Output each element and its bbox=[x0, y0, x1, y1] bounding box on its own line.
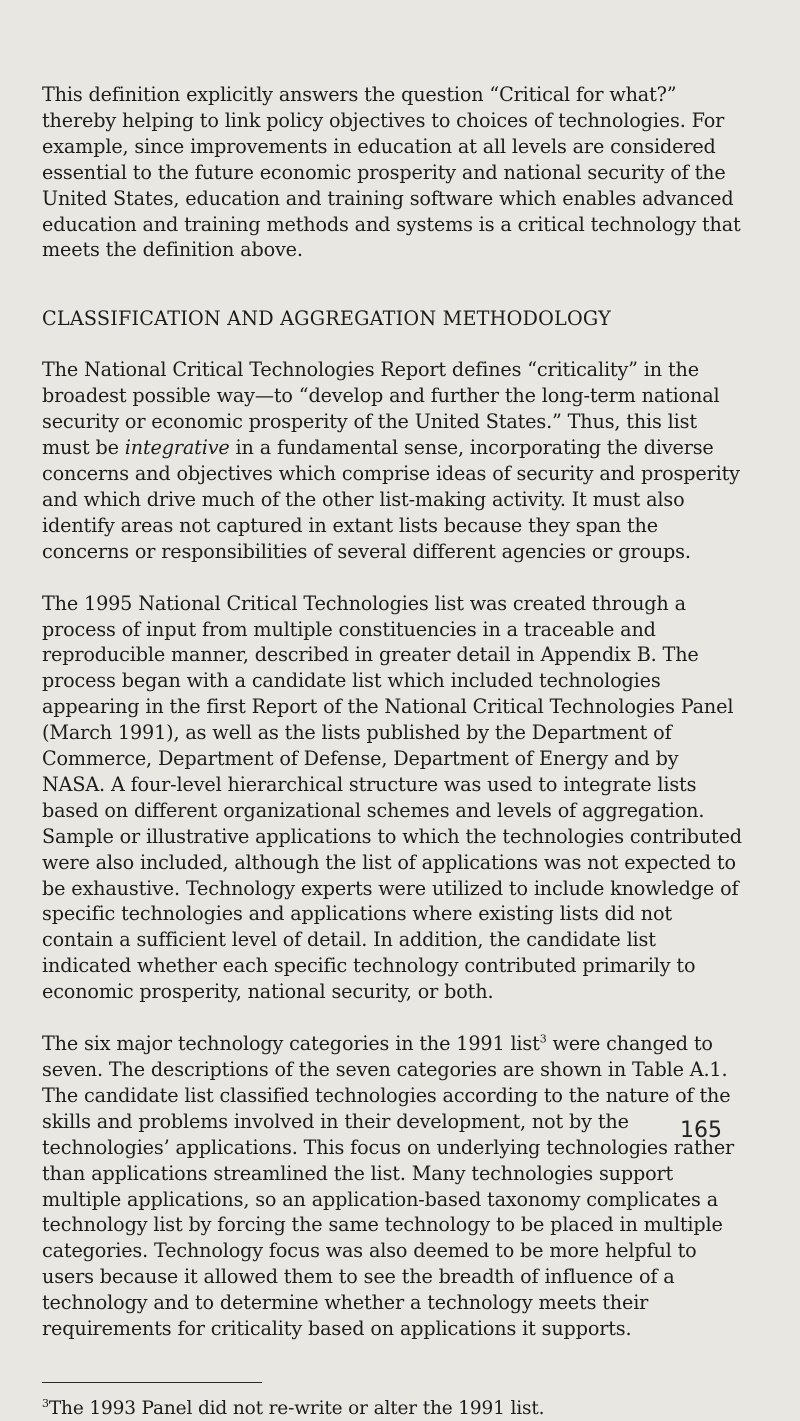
emphasis-integrative: integrative bbox=[124, 436, 230, 460]
document-page bbox=[42, 82, 742, 1421]
paragraph-criticality-text-1: The National Critical Technologies Report defines “criticality” in the broadest possible way—to “develop and further the long-term national security or economic prosperity of the United States.” Thus, this list must be bbox=[42, 358, 720, 460]
paragraph-categories-text-1: The six major technology categories in the 1991 list bbox=[42, 1032, 540, 1056]
footnote-reference: 3 bbox=[539, 1032, 547, 1046]
paragraph-process: The 1995 National Critical Technologies list was created through a process of input from multiple constituencies in a traceable and reproducible manner, described in greater detail in Appendix B. The process began with a candidate list which included technologies appearing in the first Report of the National Critical Technologies Panel (March 1991), as well as the lists published by the Department of Commerce, Department of Defense, Department of Energy and by NASA. A four-level hierarchical structure was used to integrate lists based on different organizational schemes and levels of aggregation. Sample or illustrative applications to which the technologies contributed were also included, although the list of applications was not expected to be exhaustive. Technology experts were utilized to include knowledge of specific technologies and applications where existing lists did not contain a sufficient level of detail. In addition, the candidate list indicated whether each specific technology contributed primarily to economic prosperity, national security, or both. bbox=[42, 591, 742, 1004]
paragraph-categories-text-2: were changed to seven. The descriptions of the seven categories are shown in Table A.1. The candidate list classified technologies according to the nature of the skills and problems involved in their development, not by the technologies’ applications. This focus on underlying technologies rather than applications streamlined the list. Many technologies support multiple applications, so an application-based taxonomy complicates a technology list by forcing the same technology to be placed in multiple categories. Technology focus was also deemed to be more helpful to users because it allowed them to see the breadth of influence of a technology and to determine whether a technology meets their requirements for criticality based on applications it supports. bbox=[42, 1032, 735, 1341]
paragraph-categories bbox=[42, 1031, 742, 1342]
paragraph-criticality-text-2: in a fundamental sense, incorporating the diverse concerns and objectives which comprise ideas of security and prosperity and which drive much of the other list-making activity. It must also identify areas not captured in extant lists because they span the concerns or responsibilities of several different agencies or groups. bbox=[42, 436, 740, 563]
footnote-text: The 1993 Panel did not re-write or alter the 1991 list. bbox=[48, 1397, 545, 1419]
paragraph-definition: This definition explicitly answers the question “Critical for what?” thereby helping to link policy objectives to choices of technologies. For example, since improvements in education at all levels are considered essential to the future economic prosperity and national security of the United States, education and training software which enables advanced education and training methods and systems is a critical technology that meets the definition above. bbox=[42, 83, 741, 262]
paragraph-criticality bbox=[42, 357, 742, 564]
footnote-divider bbox=[42, 1382, 262, 1383]
page-number: 165 bbox=[680, 1118, 722, 1143]
footnote bbox=[42, 1397, 742, 1421]
footnote-mark: 3 bbox=[42, 1396, 49, 1410]
section-heading: CLASSIFICATION AND AGGREGATION METHODOLOGY bbox=[42, 307, 611, 331]
